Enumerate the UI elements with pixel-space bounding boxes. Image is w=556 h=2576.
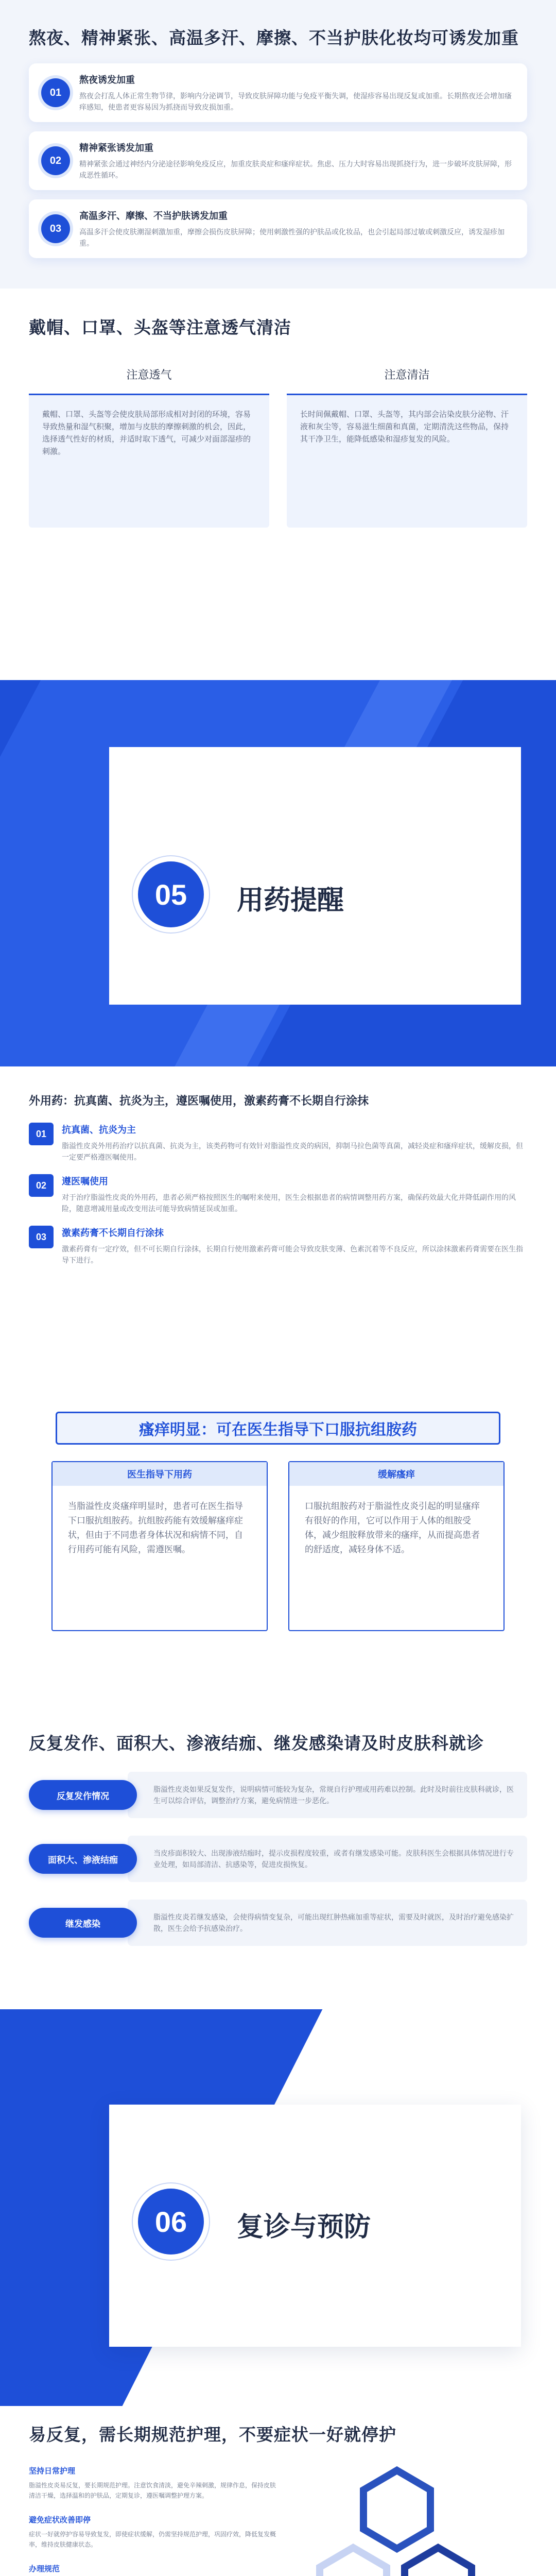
panels xyxy=(29,1461,527,1631)
care-item xyxy=(29,2514,276,2550)
panel-header: 医生指导下用药 xyxy=(53,1462,267,1486)
slide-topical-medicine xyxy=(0,1066,556,1396)
trigger-list xyxy=(29,63,527,258)
condition-row xyxy=(29,1836,527,1882)
medicine-item xyxy=(29,1226,527,1266)
care-title: 办理规范 xyxy=(29,2565,60,2573)
hexagon-graphic xyxy=(276,2465,527,2576)
condition-row xyxy=(29,1900,527,1946)
item-desc: 激素药膏有一定疗效，但不可长期自行涂抹，长期自行使用激素药膏可能会导致皮肤变薄、色素沉着等不良反应，所以涂抹激素药膏需要在医生指导下进行。 xyxy=(62,1245,523,1264)
panel-relieve-itch xyxy=(288,1461,505,1631)
column-caption: 注意透气 xyxy=(126,368,172,381)
care-item xyxy=(29,2563,276,2576)
condition-text: 当皮疹面积较大、出现渗液结痂时，提示皮损程度较重，或者有继发感染可能。皮肤科医生会根据具体情况进行专业处理，如局部清洁、抗感染等，促进皮损恢复。 xyxy=(128,1836,527,1882)
slide-title: 易反复，需长期规范护理，不要症状一好就停护 xyxy=(29,2425,396,2444)
item-title: 激素药膏不长期自行涂抹 xyxy=(62,1228,164,1238)
panel-body: 当脂溢性皮炎瘙痒明显时，患者可在医生指导下口服抗组胺药。抗组胺药能有效缓解瘙痒症状，但由于不同患者身体状况和病情不同，自行用药可能有风险，需遵医嘱。 xyxy=(68,1501,243,1554)
care-title: 坚持日常护理 xyxy=(29,2467,76,2476)
section-number: 05 xyxy=(138,861,204,927)
two-columns xyxy=(29,366,527,528)
trigger-card xyxy=(29,63,527,122)
slide-title: 熬夜、精神紧张、高温多汗、摩擦、不当护肤化妆均可诱发加重 xyxy=(29,28,519,47)
panel-body: 口服抗组胺药对于脂溢性皮炎引起的明显瘙痒有很好的作用，它可以作用于人体的组胺受体，减少组胺释放带来的瘙痒，从而提高患者的舒适度，减轻身体不适。 xyxy=(305,1501,480,1554)
condition-rows xyxy=(29,1772,527,1946)
section-divider-05 xyxy=(0,680,556,1066)
trigger-title: 精神紧张诱发加重 xyxy=(79,143,153,153)
banner-title: 瘙痒明显：可在医生指导下口服抗组胺药 xyxy=(56,1412,500,1445)
column-text: 长时间佩戴帽、口罩、头盔等，其内部会沾染皮肤分泌物、汗液和灰尘等，容易滋生细菌和真菌，定期清洗这些物品，保持其干净卫生，能降低感染和湿疹复发的风险。 xyxy=(287,394,527,528)
hexagon-icon xyxy=(276,2465,518,2576)
column-ventilation xyxy=(29,366,269,528)
care-list xyxy=(29,2465,276,2576)
trigger-desc: 精神紧张会通过神经内分泌途径影响免疫反应，加重皮肤炎症和瘙痒症状。焦虑、压力大时容易出现抓挠行为，进一步破坏皮肤屏障，形成恶性循环。 xyxy=(79,160,512,179)
slide-headwear xyxy=(0,289,556,680)
number-tag: 01 xyxy=(29,1123,54,1145)
slide-title: 外用药：抗真菌、抗炎为主，遵医嘱使用，激素药膏不长期自行涂抹 xyxy=(29,1094,369,1107)
care-grid xyxy=(29,2465,527,2576)
slide-long-term-care xyxy=(0,2406,556,2576)
condition-pill: 继发感染 xyxy=(29,1908,137,1938)
trigger-card xyxy=(29,131,527,190)
item-title: 抗真菌、抗炎为主 xyxy=(62,1125,136,1135)
panel-doctor-guided xyxy=(51,1461,268,1631)
column-text: 戴帽、口罩、头盔等会使皮肤局部形成相对封闭的环境，容易导致热量和湿气积聚，增加与皮肤的摩擦刺激的机会，因此，选择透气性好的材质，并适时取下透气，可减少对面部湿疹的刺激。 xyxy=(29,394,269,528)
condition-text: 脂溢性皮炎如果反复发作，说明病情可能较为复杂，常规自行护理或用药难以控制。此时及时前往皮肤科就诊，医生可以综合评估，调整治疗方案，避免病情进一步恶化。 xyxy=(128,1772,527,1818)
slide-antihistamine xyxy=(0,1396,556,1710)
condition-pill: 反复发作情况 xyxy=(29,1780,137,1810)
slide-see-doctor xyxy=(0,1710,556,2009)
trigger-title: 熬夜诱发加重 xyxy=(79,75,135,85)
section-number: 06 xyxy=(138,2189,204,2255)
item-desc: 脂溢性皮炎外用药治疗以抗真菌、抗炎为主，该类药物可有效针对脂溢性皮炎的病因，抑制马拉色菌等真菌，减轻炎症和瘙痒症状，缓解皮损，但一定要严格遵医嘱使用。 xyxy=(62,1142,523,1161)
trigger-card xyxy=(29,199,527,258)
medicine-list xyxy=(29,1123,527,1266)
care-desc: 脂溢性皮炎易反复，要长期规范护理。注意饮食清淡，避免辛辣刺激，规律作息，保持皮肤清洁干燥，选择温和的护肤品，定期复诊，遵医嘱调整护理方案。 xyxy=(29,2482,276,2499)
care-desc: 症状一好就停护容易导致复发，即使症状缓解，仍需坚持规范护理，巩固疗效，降低复发概率，维持皮肤健康状态。 xyxy=(29,2531,276,2548)
trigger-title: 高温多汗、摩擦、不当护肤诱发加重 xyxy=(79,211,228,221)
panel-header: 缓解瘙痒 xyxy=(289,1462,503,1486)
slide-triggers xyxy=(0,0,556,289)
trigger-desc: 高温多汗会使皮肤潮湿刺激加重，摩擦会损伤皮肤屏障；使用刺激性强的护肤品或化妆品，也会引起局部过敏或刺激反应，诱发湿疹加重。 xyxy=(79,228,505,247)
medicine-item xyxy=(29,1123,527,1163)
section-title: 用药提醒 xyxy=(237,886,344,916)
column-cleaning xyxy=(287,366,527,528)
section-divider-06 xyxy=(0,2009,556,2406)
number-tag: 02 xyxy=(29,1174,54,1197)
condition-row xyxy=(29,1772,527,1818)
care-item xyxy=(29,2465,276,2501)
condition-text: 脂溢性皮炎若继发感染，会使得病情变复杂，可能出现红肿热痛加重等症状，需要及时就医，及时治疗避免感染扩散，医生会给予抗感染治疗。 xyxy=(128,1900,527,1946)
section-title: 复诊与预防 xyxy=(237,2212,371,2242)
slide-title: 反复发作、面积大、渗液结痂、继发感染请及时皮肤科就诊 xyxy=(29,1734,484,1753)
item-desc: 对于治疗脂溢性皮炎的外用药，患者必须严格按照医生的嘱咐来使用，医生会根据患者的病情调整用药方案，确保药效最大化并降低副作用的风险，随意增减用量或改变用法可能导致病情延误或加重。 xyxy=(62,1193,516,1213)
slide-title: 戴帽、口罩、头盔等注意透气清洁 xyxy=(29,318,291,337)
number-tag: 03 xyxy=(29,1226,54,1248)
column-caption: 注意清洁 xyxy=(384,368,430,381)
medicine-item xyxy=(29,1174,527,1214)
number-badge: 01 xyxy=(41,78,70,107)
item-title: 遵医嘱使用 xyxy=(62,1176,108,1187)
number-badge: 03 xyxy=(41,214,70,243)
care-title: 避免症状改善即停 xyxy=(29,2516,91,2524)
number-badge: 02 xyxy=(41,146,70,175)
condition-pill: 面积大、渗液结痂 xyxy=(29,1844,137,1874)
trigger-desc: 熬夜会打乱人体正常生物节律，影响内分泌调节，导致皮肤屏障功能与免疫平衡失调，使湿疹容易出现反复或加重。长期熬夜还会增加瘙痒感知，使患者更容易因为抓挠而导致皮损加重。 xyxy=(79,92,512,111)
